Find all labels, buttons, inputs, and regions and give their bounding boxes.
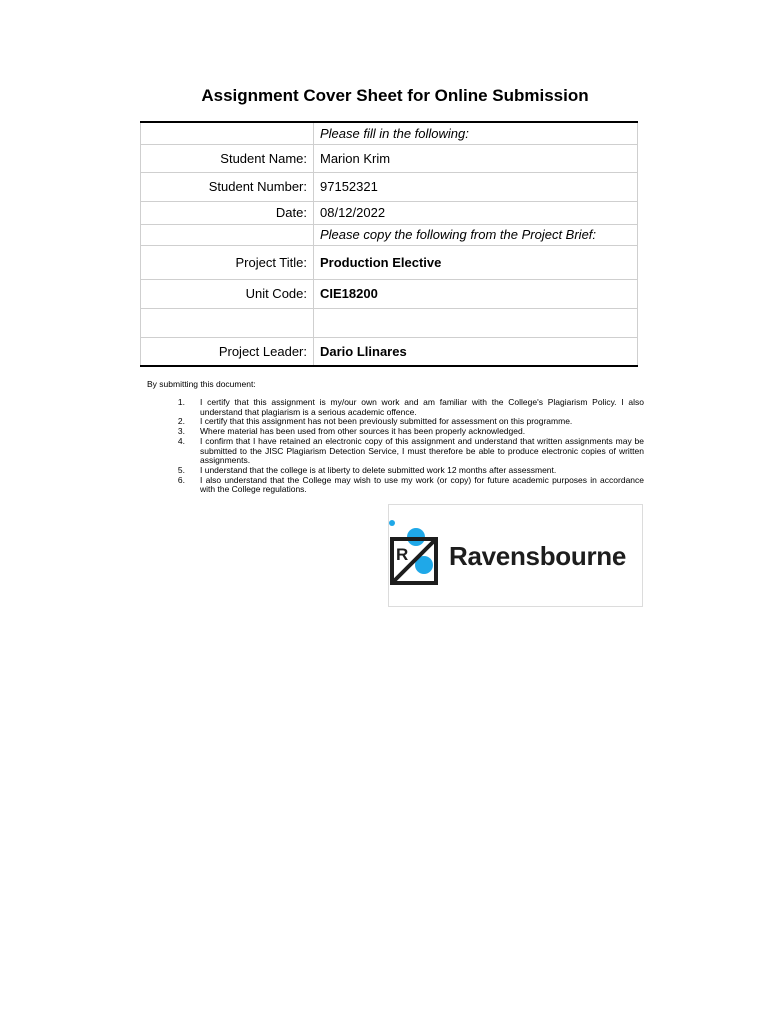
list-number: 5. (177, 464, 185, 475)
list-text: I certify that this assignment is my/our own work and am familiar with the College's Plagiarism Policy. I also understand that plagiarism is a serious academic offence. (200, 397, 644, 417)
table-row (141, 308, 638, 337)
list-number: 1. (177, 397, 185, 407)
list-text: Where material has been used from other sources it has been properly acknowledged. (200, 426, 526, 437)
project-title-value: Production Elective (314, 245, 638, 279)
list-item (147, 476, 644, 495)
field-label: Student Number: (141, 172, 314, 201)
field-label: Date: (141, 201, 314, 224)
list-number: 4. (177, 435, 185, 446)
student-name-value: Marion Krim (314, 144, 638, 172)
table-row (141, 122, 638, 144)
table-row (141, 144, 638, 172)
declaration-intro: By submitting this document: (147, 379, 256, 389)
list-text: I confirm that I have retained an electronic copy of this assignment and understand that written assignments may be submitted to the JISC Plagiarism Detection Service, I must therefore be able to produce electronic copies of written assignments. (200, 435, 644, 466)
field-label: Project Leader: (141, 337, 314, 366)
table-row (141, 224, 638, 245)
table-row (141, 201, 638, 224)
declaration-list (147, 398, 644, 495)
table-row (141, 245, 638, 279)
table-row (141, 337, 638, 366)
table-row (141, 172, 638, 201)
field-label (141, 224, 314, 245)
field-label: Project Title: (141, 245, 314, 279)
list-text: I understand that the college is at liberty to delete submitted work 12 months after assessment. (200, 464, 557, 475)
list-number: 3. (177, 426, 185, 437)
table-row (141, 279, 638, 308)
list-item (147, 437, 644, 466)
field-label (141, 122, 314, 144)
section-heading: Please fill in the following: (314, 122, 638, 144)
section-heading: Please copy the following from the Project Brief: (314, 224, 638, 245)
ravensbourne-logo (388, 504, 643, 607)
date-value: 08/12/2022 (314, 201, 638, 224)
unit-code-value: CIE18200 (314, 279, 638, 308)
cover-sheet-table (140, 121, 638, 367)
logo-wordmark: Ravensbourne (449, 541, 627, 571)
student-number-value: 97152321 (314, 172, 638, 201)
list-text: I certify that this assignment has not been previously submitted for assessment on this programme. (200, 416, 573, 427)
list-text: I also understand that the College may wish to use my work (or copy) for future academic purposes in accordance with the College regulations. (200, 474, 644, 495)
project-leader-value: Dario Llinares (314, 337, 638, 366)
ravensbourne-logo-icon (389, 513, 449, 593)
page-title: Assignment Cover Sheet for Online Submission (201, 86, 589, 105)
field-label (141, 308, 314, 337)
empty-value (314, 308, 638, 337)
logo-mark-letter: R (396, 545, 409, 564)
field-label: Student Name: (141, 144, 314, 172)
list-item (147, 398, 644, 417)
field-label: Unit Code: (141, 279, 314, 308)
list-number: 2. (177, 416, 185, 427)
list-number: 6. (177, 474, 185, 485)
